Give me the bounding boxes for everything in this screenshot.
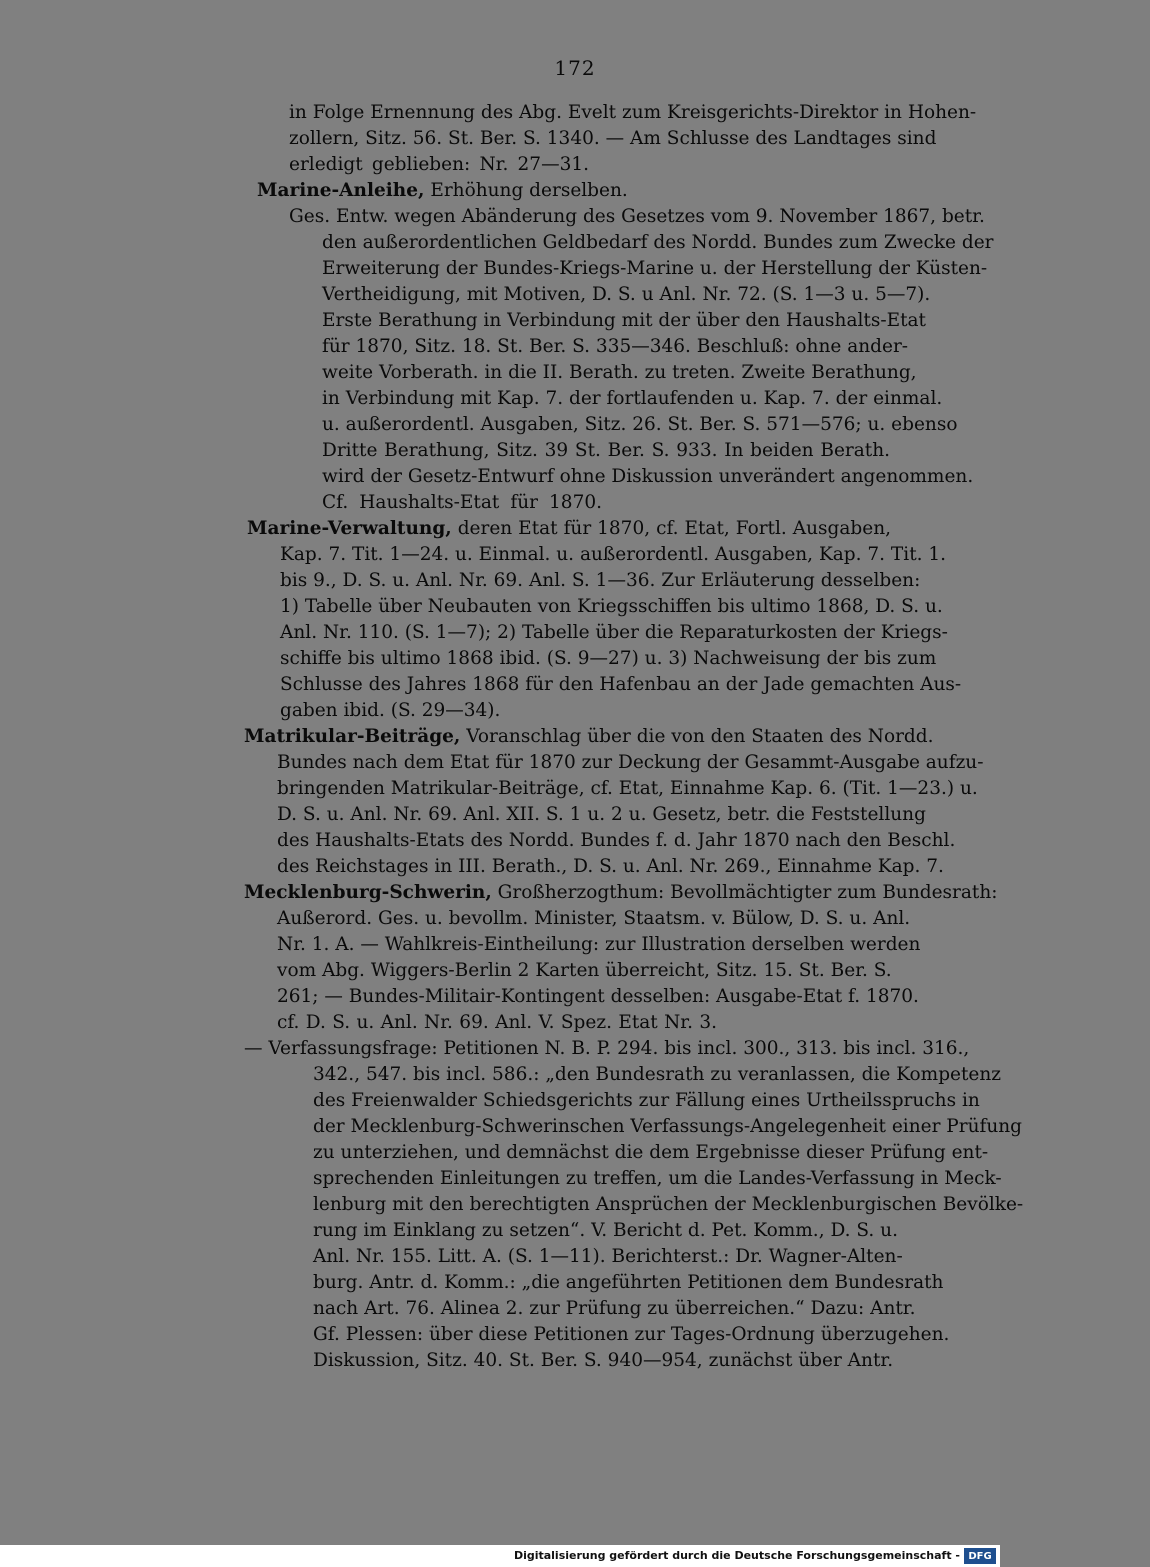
text-line: erledigt geblieben: Nr. 27—31. — [289, 154, 589, 175]
text-line: des Reichstages in III. Berath., D. S. u. Anl. Nr. 269., Einnahme Kap. 7. — [277, 856, 944, 877]
text-line: gaben ibid. (S. 29—34). — [280, 700, 501, 721]
text-line: Gf. Plessen: über diese Petitionen zur Tages-Ordnung überzugehen. — [313, 1324, 950, 1345]
text-line: vom Abg. Wiggers-Berlin 2 Karten überreicht, Sitz. 15. St. Ber. S. — [277, 960, 892, 981]
text-line: 1) Tabelle über Neubauten von Kriegsschiffen bis ultimo 1868, D. S. u. — [280, 596, 943, 617]
text-line: D. S. u. Anl. Nr. 69. Anl. XII. S. 1 u. 2 u. Gesetz, betr. die Feststellung — [277, 804, 926, 825]
text-line: Dritte Berathung, Sitz. 39 St. Ber. S. 933. In beiden Berath. — [322, 440, 890, 461]
entry-heading: Matrikular-Beiträge, — [244, 726, 461, 747]
text-line: Anl. Nr. 155. Litt. A. (S. 1—11). Berichterst.: Dr. Wagner-Alten- — [313, 1246, 903, 1267]
text-line: Kap. 7. Tit. 1—24. u. Einmal. u. außerordentl. Ausgaben, Kap. 7. Tit. 1. — [280, 544, 947, 565]
text-line: Marine-Verwaltung, deren Etat für 1870, cf. Etat, Fortl. Ausgaben, — [247, 518, 891, 539]
text-line: bringenden Matrikular-Beiträge, cf. Etat, Einnahme Kap. 6. (Tit. 1—23.) u. — [277, 778, 978, 799]
text-line: Mecklenburg-Schwerin, Großherzogthum: Bevollmächtigter zum Bundesrath: — [244, 882, 998, 903]
text-line: sprechenden Einleitungen zu treffen, um die Landes-Verfassung in Meck- — [313, 1168, 1002, 1189]
text-line: Schlusse des Jahres 1868 für den Hafenbau an der Jade gemachten Aus- — [280, 674, 962, 695]
text-line: in Verbindung mit Kap. 7. der fortlaufenden u. Kap. 7. der einmal. — [322, 388, 943, 409]
text-line: 261; — Bundes-Militair-Kontingent desselben: Ausgabe-Etat f. 1870. — [277, 986, 919, 1007]
text-line: zu unterziehen, und demnächst die dem Ergebnisse dieser Prüfung ent- — [313, 1142, 989, 1163]
page-number: 172 — [554, 56, 596, 80]
text-line: Erste Berathung in Verbindung mit der über den Haushalts-Etat — [322, 310, 926, 331]
entry-heading: Marine-Verwaltung, — [247, 518, 452, 539]
text-line: der Mecklenburg-Schwerinschen Verfassungs-Angelegenheit einer Prüfung — [313, 1116, 1023, 1137]
text-line: rung im Einklang zu setzen“. V. Bericht d. Pet. Komm., D. S. u. — [313, 1220, 898, 1241]
text-line: Diskussion, Sitz. 40. St. Ber. S. 940—954, zunächst über Antr. — [313, 1350, 894, 1371]
text-line: des Freienwalder Schiedsgerichts zur Fällung eines Urtheilsspruchs in — [313, 1090, 980, 1111]
text-line: nach Art. 76. Alinea 2. zur Prüfung zu überreichen.“ Dazu: Antr. — [313, 1298, 916, 1319]
text-line: Erweiterung der Bundes-Kriegs-Marine u. der Herstellung der Küsten- — [322, 258, 988, 279]
text-line: weite Vorberath. in die II. Berath. zu treten. Zweite Berathung, — [322, 362, 917, 383]
text-line: Vertheidigung, mit Motiven, D. S. u Anl. Nr. 72. (S. 1—3 u. 5—7). — [322, 284, 931, 305]
text-line: für 1870, Sitz. 18. St. Ber. S. 335—346. Beschluß: ohne ander- — [322, 336, 909, 357]
text-line: 342., 547. bis incl. 586.: „den Bundesrath zu veranlassen, die Kompetenz — [313, 1064, 1002, 1085]
text-line: Außerord. Ges. u. bevollm. Minister, Staatsm. v. Bülow, D. S. u. Anl. — [277, 908, 911, 929]
funding-notice: Digitalisierung gefördert durch die Deutsche Forschungsgemeinschaft - — [513, 1549, 960, 1562]
text-line: Ges. Entw. wegen Abänderung des Gesetzes vom 9. November 1867, betr. — [289, 206, 985, 227]
text-line: wird der Gesetz-Entwurf ohne Diskussion unverändert angenommen. — [322, 466, 974, 487]
text-line: zollern, Sitz. 56. St. Ber. S. 1340. — Am Schlusse des Landtages sind — [289, 128, 937, 149]
text-line: Marine-Anleihe, Erhöhung derselben. — [257, 180, 628, 201]
text-line: Cf. Haushalts-Etat für 1870. — [322, 492, 602, 513]
text-line: in Folge Ernennung des Abg. Evelt zum Kreisgerichts-Direktor in Hohen- — [289, 102, 977, 123]
text-line: des Haushalts-Etats des Nordd. Bundes f. d. Jahr 1870 nach den Beschl. — [277, 830, 956, 851]
text-line: Anl. Nr. 110. (S. 1—7); 2) Tabelle über die Reparaturkosten der Kriegs- — [280, 622, 948, 643]
entry-heading: Marine-Anleihe, — [257, 180, 425, 201]
dfg-logo: DFG — [964, 1548, 996, 1564]
text-line: den außerordentlichen Geldbedarf des Nordd. Bundes zum Zwecke der — [322, 232, 994, 253]
entry-heading: Mecklenburg-Schwerin, — [244, 882, 492, 903]
text-line: burg. Antr. d. Komm.: „die angeführten Petitionen dem Bundesrath — [313, 1272, 944, 1293]
text-line: bis 9., D. S. u. Anl. Nr. 69. Anl. S. 1—36. Zur Erläuterung desselben: — [280, 570, 921, 591]
text-line: Bundes nach dem Etat für 1870 zur Deckung der Gesammt-Ausgabe aufzu- — [277, 752, 984, 773]
text-line: — Verfassungsfrage: Petitionen N. B. P. 294. bis incl. 300., 313. bis incl. 316., — [244, 1038, 970, 1059]
text-line: Nr. 1. A. — Wahlkreis-Eintheilung: zur Illustration derselben werden — [277, 934, 921, 955]
footer-bar — [0, 1545, 1000, 1567]
text-line: Matrikular-Beiträge, Voranschlag über die von den Staaten des Nordd. — [244, 726, 934, 747]
text-line: lenburg mit den berechtigten Ansprüchen der Mecklenburgischen Bevölke- — [313, 1194, 1024, 1215]
text-line: u. außerordentl. Ausgaben, Sitz. 26. St. Ber. S. 571—576; u. ebenso — [322, 414, 958, 435]
text-line: schiffe bis ultimo 1868 ibid. (S. 9—27) u. 3) Nachweisung der bis zum — [280, 648, 937, 669]
text-line: cf. D. S. u. Anl. Nr. 69. Anl. V. Spez. Etat Nr. 3. — [277, 1012, 717, 1033]
